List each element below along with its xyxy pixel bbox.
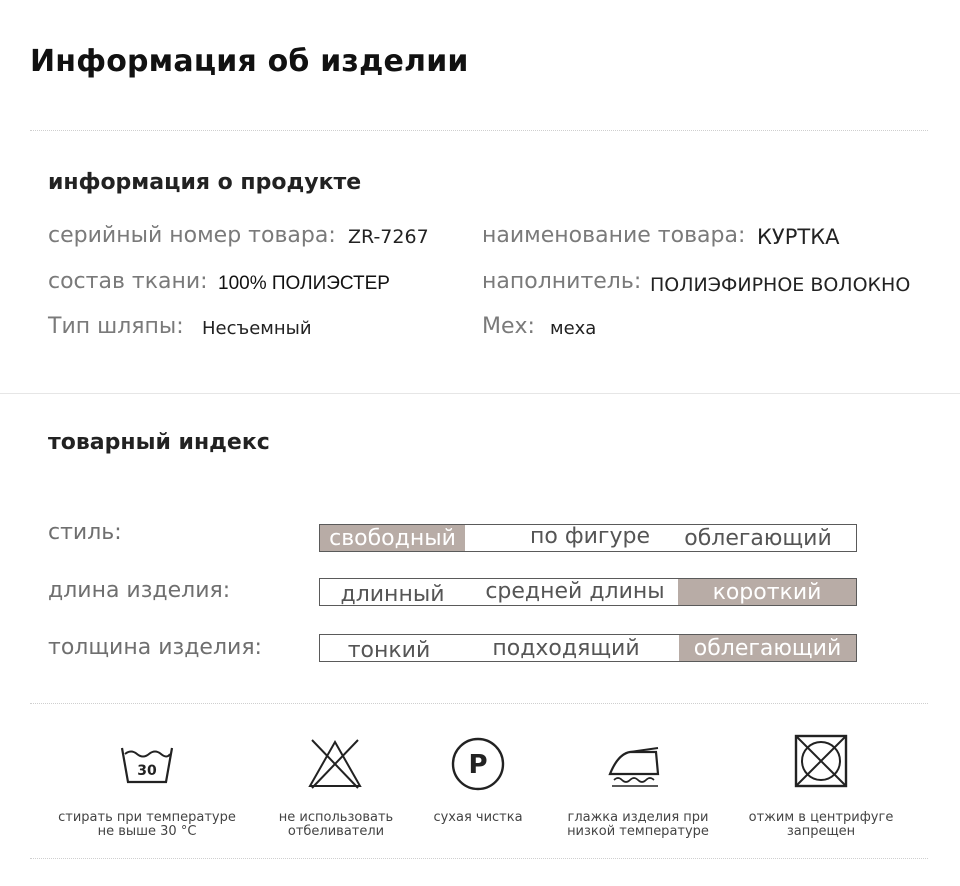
no-tumble-dry-caption: отжим в центрифуге запрещен: [748, 810, 894, 839]
length-option-medium: средней длины: [485, 579, 665, 604]
length-label: длина изделия:: [48, 578, 231, 603]
length-option-long: длинный: [340, 582, 445, 607]
hood-type-value: Несъемный: [202, 318, 312, 339]
length-option-short: короткий: [678, 579, 856, 605]
thickness-option-thin: тонкий: [347, 638, 431, 663]
filler-value: ПОЛИЭФИРНОЕ ВОЛОКНО: [650, 274, 911, 296]
style-option-tight: облегающий: [684, 526, 832, 551]
iron-caption: глажка изделия при низкой температуре: [567, 810, 709, 839]
divider: [30, 130, 928, 131]
length-scale: [319, 578, 857, 606]
product-index-heading: товарный индекс: [48, 430, 270, 455]
page-title: Информация об изделии: [30, 44, 469, 79]
style-label: стиль:: [48, 520, 122, 545]
product-name-value: КУРТКА: [757, 225, 840, 249]
wash-caption: стирать при температуре не выше 30 °С: [58, 810, 236, 839]
dry-clean-letter: P: [468, 750, 488, 780]
no-bleach-caption: не использовать отбеливатели: [278, 810, 394, 839]
fur-label: Мех:: [482, 314, 535, 339]
thickness-option-tight: облегающий: [679, 635, 856, 661]
hood-type-label: Тип шляпы:: [48, 314, 184, 339]
serial-number-value: ZR-7267: [348, 226, 429, 248]
dry-clean-caption: сухая чистка: [433, 810, 523, 825]
fabric-composition-value: 100% ПОЛИЭСТЕР: [218, 273, 390, 294]
serial-number-label: серийный номер товара:: [48, 223, 336, 248]
thickness-scale: [319, 634, 857, 662]
product-name-label: наименование товара:: [482, 223, 746, 248]
wash-30-icon: [112, 730, 182, 800]
wash-temperature-text: 30: [137, 763, 157, 779]
style-option-loose: свободный: [320, 525, 465, 551]
fabric-composition-label: состав ткани:: [48, 269, 208, 294]
iron-low-icon: [600, 730, 670, 800]
filler-label: наполнитель:: [482, 269, 642, 294]
product-info-heading: информация о продукте: [48, 170, 362, 195]
style-scale: [319, 524, 857, 552]
fur-value: меха: [550, 318, 597, 339]
dry-clean-p-icon: [443, 730, 513, 800]
divider: [30, 858, 928, 859]
thickness-option-suitable: подходящий: [492, 636, 640, 661]
no-bleach-icon: [300, 730, 370, 800]
thickness-label: толщина изделия:: [48, 635, 262, 660]
divider: [0, 393, 960, 394]
style-option-fitted: по фигуре: [529, 524, 651, 549]
no-tumble-dry-icon: [786, 730, 856, 800]
divider: [30, 703, 928, 704]
